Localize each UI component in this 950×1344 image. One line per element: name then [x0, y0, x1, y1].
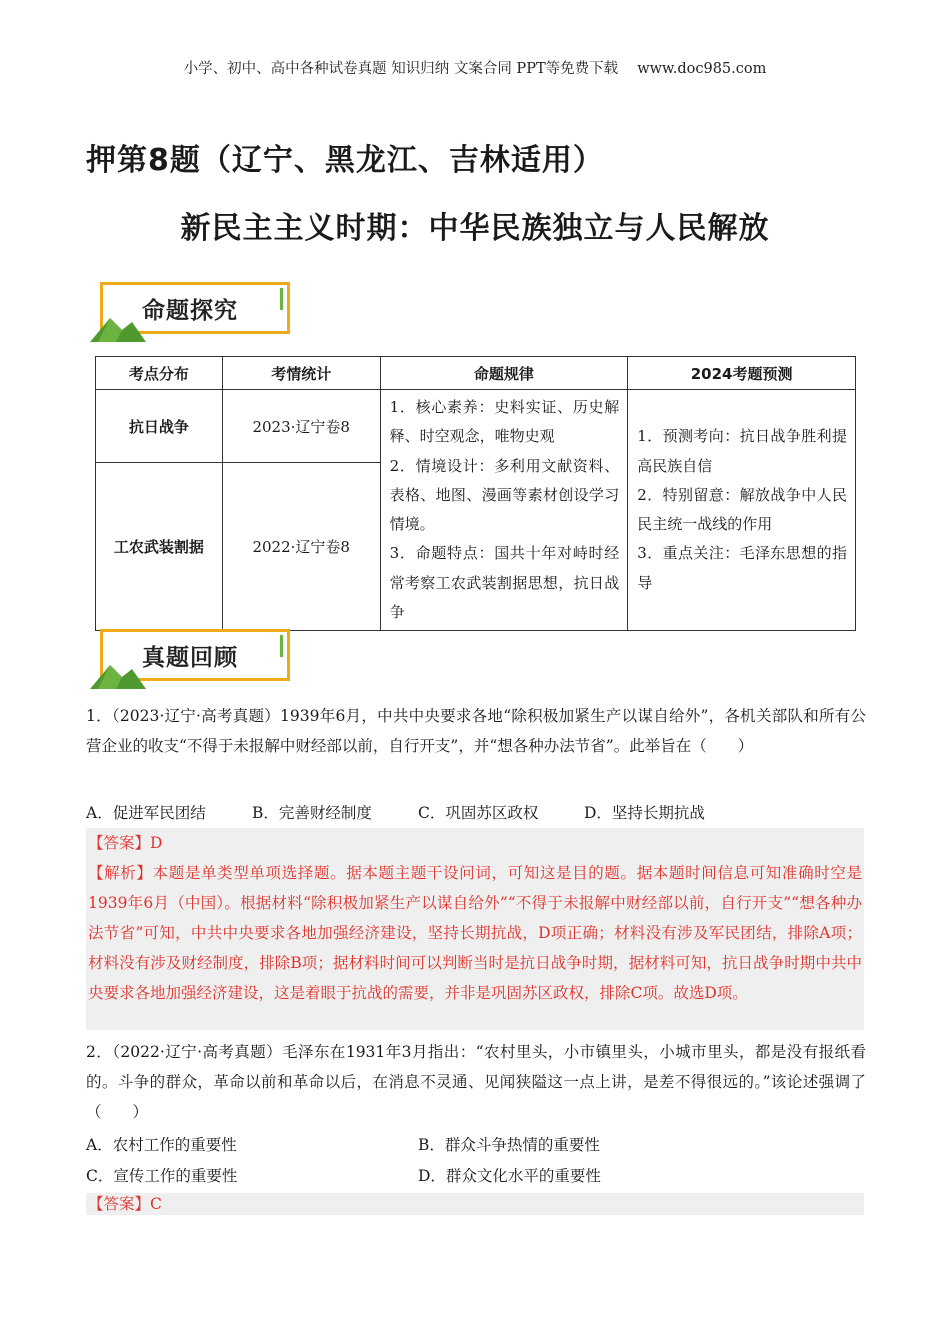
table-header-row — [96, 357, 856, 390]
analysis-text: 本题是单类型单项选择题。据本题主题干设问词，可知这是目的题。据本题时间信息可知准确时空是1939年6月（中国）。根据材料“除积极加紧生产以谋自给外”“不得于未报解中财经部以前，自行开支”“想各种办法节省”可知，中共中央要求各地加强经济建设，坚持长期抗战，D项正确；材料没有涉及军民团结，排除A项；材料没有涉及财经制度，排除B项；据材料时间可以判断当时是抗日战争时期，据材料可知，抗日战争时期中共中央要求各地加强经济建设，这是着眼于抗战的需要，并非是巩固苏区政权，排除C项。故选D项。 — [88, 864, 862, 1002]
q2-option-d: D．群众文化水平的重要性 — [418, 1167, 601, 1185]
q1-option-a: A．促进军民团结 — [86, 804, 206, 822]
banner-accent — [280, 288, 283, 310]
q2-option-a: A．农村工作的重要性 — [86, 1136, 237, 1154]
answer-label: 【答案】 — [88, 834, 151, 852]
rules-cell — [380, 390, 628, 631]
exam-stats-table — [95, 356, 856, 631]
rule-item: 1．核心素养：史料实证、历史解释、时空观念，唯物史观 — [389, 398, 620, 446]
analysis-label: 【解析】 — [88, 864, 153, 882]
prediction-item: 2．特别留意：解放战争中人民民主统一战线的作用 — [637, 485, 847, 534]
mountain-icon — [88, 306, 148, 346]
q2-answer — [86, 1193, 864, 1215]
section-banner-review — [96, 627, 296, 689]
topic-cell: 工农武装割据 — [96, 463, 223, 631]
prediction-item: 3．重点关注：毛泽东思想的指导 — [637, 544, 847, 592]
table-header-cell: 2024考题预测 — [628, 357, 856, 390]
prediction-item: 1．预测考向：抗日战争胜利提高民族自信 — [637, 427, 847, 475]
table-header-cell: 考情统计 — [222, 357, 380, 390]
rule-item: 3．命题特点：国共十年对峙时经常考察工农武装割据思想，抗日战争 — [389, 544, 620, 622]
q1-answer-box — [86, 828, 864, 1030]
page-subtitle: 新民主主义时期：中华民族独立与人民解放 — [180, 211, 770, 246]
stat-cell: 2022·辽宁卷8 — [222, 463, 380, 631]
banner-accent — [280, 635, 283, 657]
question-2-stem: 2．（2022·辽宁·高考真题）毛泽东在1931年3月指出：“农村里头，小市镇里头，小城市里头，都是没有报纸看的。斗争的群众，革命以前和革命以后，在消息不灵通、见闻狭隘这一点上讲，是差不得很远的。”该论述强调了（ ） — [86, 1043, 866, 1121]
predictions-cell — [628, 390, 856, 631]
table-header-cell: 命题规律 — [380, 357, 628, 390]
q1-option-c: C．巩固苏区政权 — [418, 804, 539, 822]
table-row — [96, 390, 856, 463]
answer-label: 【答案】 — [88, 1195, 151, 1213]
section-banner-exploration — [96, 280, 296, 342]
q2-option-b: B．群众斗争热情的重要性 — [418, 1136, 600, 1154]
q2-option-c: C．宣传工作的重要性 — [86, 1167, 238, 1185]
rule-item: 2．情境设计：多利用文献资料、表格、地图、漫画等素材创设学习情境。 — [389, 456, 620, 534]
answer-value: C — [150, 1195, 162, 1213]
banner-label: 命题探究 — [142, 298, 238, 324]
banner-label: 真题回顾 — [142, 645, 238, 671]
q1-analysis — [86, 858, 864, 1008]
topic-cell: 抗日战争 — [96, 390, 223, 463]
q2-answer-box — [86, 1193, 864, 1215]
q1-option-b: B．完善财经制度 — [252, 804, 372, 822]
mountain-icon — [88, 653, 148, 693]
question-1-stem: 1．（2023·辽宁·高考真题）1939年6月，中共中央要求各地“除积极加紧生产以谋自给外”，各机关部队和所有公营企业的收支“不得于未报解中财经部以前，自行开支”，并“想各种办法节省”。此举旨在（ ） — [86, 707, 866, 755]
table-header-cell: 考点分布 — [96, 357, 223, 390]
page-title: 押第8题（辽宁、黑龙江、吉林适用） — [86, 143, 604, 178]
page-header: 小学、初中、高中各种试卷真题 知识归纳 文案合同 PPT等免费下载 www.doc985.com — [183, 61, 767, 77]
q1-answer — [86, 828, 864, 858]
stat-cell: 2023·辽宁卷8 — [222, 390, 380, 463]
q1-option-d: D．坚持长期抗战 — [584, 804, 705, 822]
answer-value: D — [150, 834, 163, 852]
